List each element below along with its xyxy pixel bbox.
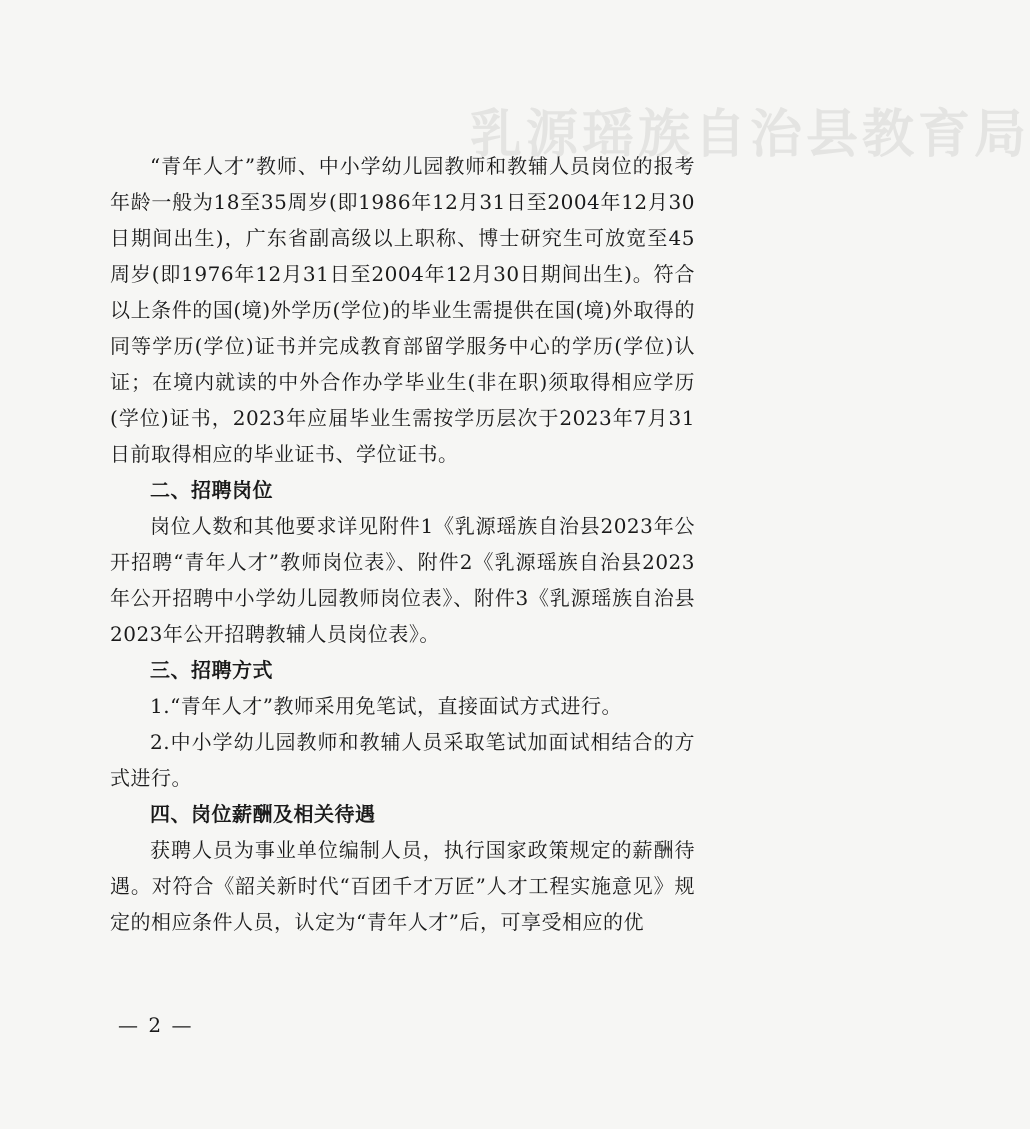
document-body	[110, 148, 695, 940]
show-through-header: 乳源瑶族自治县教育局	[470, 104, 1030, 165]
method-item-2: 2.中小学幼儿园教师和教辅人员采取笔试加面试相结合的方式进行。	[110, 730, 695, 790]
section-heading-positions: 二、招聘岗位	[150, 478, 273, 502]
method-item-1: 1.“青年人才”教师采用免笔试，直接面试方式进行。	[150, 694, 623, 718]
positions-paragraph: 岗位人数和其他要求详见附件1《乳源瑶族自治县2023年公开招聘“青年人才”教师岗位表》、附件2《乳源瑶族自治县2023年公开招聘中小学幼儿园教师岗位表》、附件3《乳源瑶族自治县2023年公开招聘教辅人员岗位表》。	[110, 514, 695, 646]
salary-paragraph: 获聘人员为事业单位编制人员，执行国家政策规定的薪酬待遇。对符合《韶关新时代“百团千才万匠”人才工程实施意见》规定的相应条件人员，认定为“青年人才”后，可享受相应的优	[110, 838, 695, 934]
section-heading-salary: 四、岗位薪酬及相关待遇	[150, 802, 376, 826]
age-requirement-paragraph: “青年人才”教师、中小学幼儿园教师和教辅人员岗位的报考年龄一般为18至35周岁(即1986年12月31日至2004年12月30日期间出生)，广东省副高级以上职称、博士研究生可放宽至45周岁(即1976年12月31日至2004年12月30日期间出生)。符合以上条件的国(境)外学历(学位)的毕业生需提供在国(境)外取得的同等学历(学位)证书并完成教育部留学服务中心的学历(学位)认证；在境内就读的中外合作办学毕业生(非在职)须取得相应学历(学位)证书，2023年应届毕业生需按学历层次于2023年7月31日前取得相应的毕业证书、学位证书。	[110, 154, 695, 466]
page-number: — 2 —	[118, 1013, 194, 1037]
section-heading-method: 三、招聘方式	[150, 658, 273, 682]
